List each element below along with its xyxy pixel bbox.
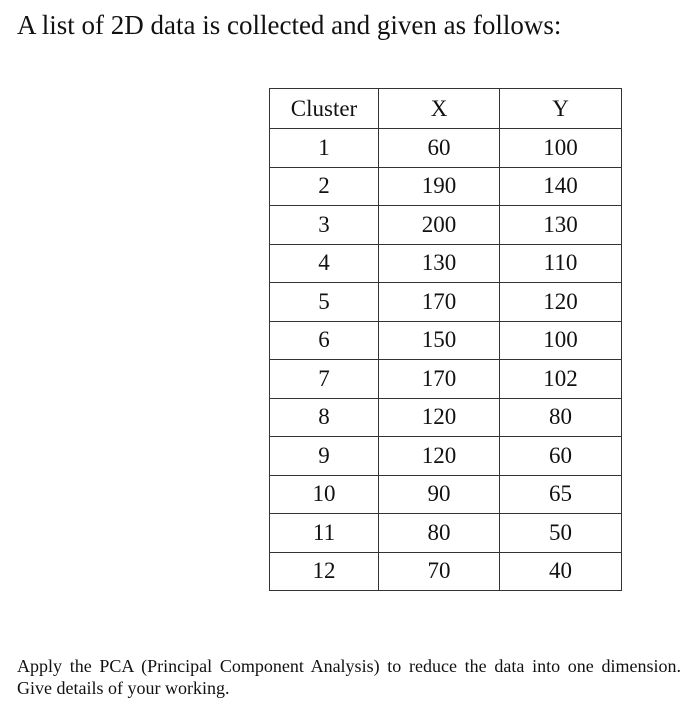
question-text: Apply the PCA (Principal Component Analysis) to reduce the data into one dimension. Give details of your working. [17, 656, 681, 698]
cell-x: 170 [379, 283, 500, 322]
table-row [270, 283, 622, 322]
cell-x: 120 [379, 437, 500, 476]
cell-x: 90 [379, 475, 500, 514]
table-row [270, 514, 622, 553]
header-y: Y [500, 89, 622, 129]
table-row [270, 437, 622, 476]
table-row [270, 129, 622, 168]
cell-y: 140 [500, 167, 622, 206]
cell-y: 100 [500, 321, 622, 360]
page-heading: A list of 2D data is collected and given as follows: [17, 10, 562, 40]
table-header-row [270, 89, 622, 129]
table-row [270, 206, 622, 245]
cell-y: 100 [500, 129, 622, 168]
cell-cluster: 8 [270, 398, 379, 437]
cell-cluster: 1 [270, 129, 379, 168]
table-row [270, 398, 622, 437]
cell-x: 70 [379, 552, 500, 591]
table-body [270, 129, 622, 591]
cell-cluster: 4 [270, 244, 379, 283]
cell-x: 190 [379, 167, 500, 206]
cell-x: 80 [379, 514, 500, 553]
cell-y: 50 [500, 514, 622, 553]
cell-cluster: 6 [270, 321, 379, 360]
cell-x: 200 [379, 206, 500, 245]
cell-y: 130 [500, 206, 622, 245]
data-table [269, 88, 622, 591]
cell-x: 120 [379, 398, 500, 437]
table-row [270, 321, 622, 360]
cell-x: 60 [379, 129, 500, 168]
cell-cluster: 5 [270, 283, 379, 322]
table-row [270, 475, 622, 514]
cell-cluster: 10 [270, 475, 379, 514]
table-row [270, 167, 622, 206]
cell-cluster: 9 [270, 437, 379, 476]
cell-x: 170 [379, 360, 500, 399]
header-x: X [379, 89, 500, 129]
cell-x: 130 [379, 244, 500, 283]
cell-cluster: 3 [270, 206, 379, 245]
cell-y: 110 [500, 244, 622, 283]
table-row [270, 360, 622, 399]
cell-y: 65 [500, 475, 622, 514]
cell-y: 120 [500, 283, 622, 322]
header-cluster: Cluster [270, 89, 379, 129]
cell-y: 60 [500, 437, 622, 476]
table-row [270, 552, 622, 591]
cell-cluster: 11 [270, 514, 379, 553]
cell-cluster: 7 [270, 360, 379, 399]
cell-y: 102 [500, 360, 622, 399]
cell-y: 40 [500, 552, 622, 591]
cell-y: 80 [500, 398, 622, 437]
cell-x: 150 [379, 321, 500, 360]
cell-cluster: 12 [270, 552, 379, 591]
table-row [270, 244, 622, 283]
cell-cluster: 2 [270, 167, 379, 206]
